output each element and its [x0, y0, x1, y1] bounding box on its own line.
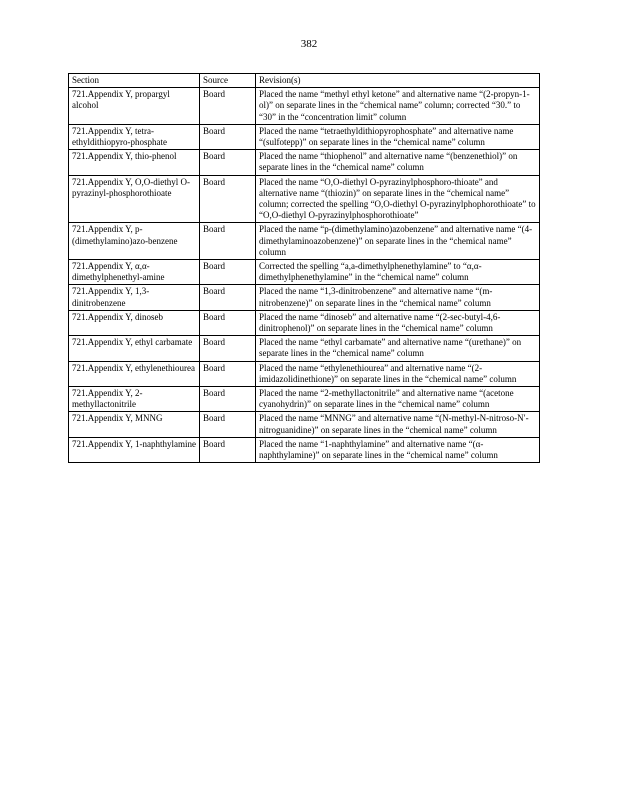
table-row: [69, 124, 540, 149]
table-row: [69, 387, 540, 412]
section-cell: 721.Appendix Y, dinoseb: [69, 310, 200, 335]
table-row: [69, 260, 540, 285]
table-row: [69, 150, 540, 175]
header-source: Source: [200, 74, 256, 88]
section-cell: 721.Appendix Y, MNNG: [69, 412, 200, 437]
source-cell: Board: [200, 310, 256, 335]
table-row: [69, 175, 540, 223]
revision-cell: Placed the name “ethylenethiourea” and alternative name “(2-imidazolidinethione)” on separate lines in the “chemical name” column: [256, 361, 540, 386]
section-cell: 721.Appendix Y, 1,3-dinitrobenzene: [69, 285, 200, 310]
source-cell: Board: [200, 387, 256, 412]
source-cell: Board: [200, 412, 256, 437]
page-number: 382: [300, 38, 318, 50]
revision-cell: Placed the name “1,3-dinitrobenzene” and alternative name “(m-nitrobenzene)” on separate lines in the “chemical name” column: [256, 285, 540, 310]
revision-cell: Placed the name “dinoseb” and alternative name “(2-sec-butyl-4,6-dinitrophenol)” on separate lines in the “chemical name” column: [256, 310, 540, 335]
section-cell: 721.Appendix Y, thio-phenol: [69, 150, 200, 175]
section-cell: 721.Appendix Y, α,α-dimethylphenethyl-amine: [69, 260, 200, 285]
source-cell: Board: [200, 437, 256, 462]
table-row: [69, 336, 540, 361]
source-cell: Board: [200, 260, 256, 285]
revision-cell: Placed the name “MNNG” and alternative name “(N-methyl-N-nitroso-N′-nitroguanidine)” on separate lines in the “chemical name” column: [256, 412, 540, 437]
revision-cell: Placed the name “methyl ethyl ketone” and alternative name “(2-propyn-1-ol)” on separate lines in the “chemical name” column; corrected “30.” to “30” in the “concentration limit” column: [256, 88, 540, 125]
table-header-row: [69, 74, 540, 88]
section-cell: 721.Appendix Y, ethyl carbamate: [69, 336, 200, 361]
table-row: [69, 310, 540, 335]
table-row: [69, 285, 540, 310]
section-cell: 721.Appendix Y, 2-methyllactonitrile: [69, 387, 200, 412]
revision-cell: Placed the name “O,O-diethyl O-pyrazinylphosphoro-thioate” and alternative name “(thiozin)” on separate lines in the “chemical name” column; corrected the spelling “O,O-diethyl O-pyrazinylphophorothioate” to “O,O-diethyl O-pyrazinylphosphorothioate”: [256, 175, 540, 223]
table-row: [69, 412, 540, 437]
revision-cell: Placed the name “ethyl carbamate” and alternative name “(urethane)” on separate lines in the “chemical name” column: [256, 336, 540, 361]
table-row: [69, 437, 540, 462]
table-row: [69, 361, 540, 386]
source-cell: Board: [200, 88, 256, 125]
section-cell: 721.Appendix Y, 1-naphthylamine: [69, 437, 200, 462]
section-cell: 721.Appendix Y, propargyl alcohol: [69, 88, 200, 125]
revisions-table: [68, 73, 540, 463]
source-cell: Board: [200, 336, 256, 361]
revision-cell: Placed the name “p-(dimethylamino)azobenzene” and alternative name “(4-dimethylaminoazobenzene)” on separate lines in the “chemical name” column: [256, 223, 540, 260]
revision-cell: Corrected the spelling “a,a-dimethylphenethylamine” to “α,α-dimethylphenethylamine” in the “chemical name” column: [256, 260, 540, 285]
section-cell: 721.Appendix Y, p-(dimethylamino)azo-benzene: [69, 223, 200, 260]
revision-cell: Placed the name “2-methyllactonitrile” and alternative name “(acetone cyanohydrin)” on separate lines in the “chemical name” column: [256, 387, 540, 412]
section-cell: 721.Appendix Y, tetra-ethyldithiopyro-phosphate: [69, 124, 200, 149]
source-cell: Board: [200, 124, 256, 149]
section-cell: 721.Appendix Y, ethylenethiourea: [69, 361, 200, 386]
table-row: [69, 88, 540, 125]
revision-cell: Placed the name “tetraethyldithiopyrophosphate” and alternative name “(sulfotepp)” on separate lines in the “chemical name” column: [256, 124, 540, 149]
source-cell: Board: [200, 223, 256, 260]
revision-cell: Placed the name “1-naphthylamine” and alternative name “(α-naphthylamine)” on separate lines in the “chemical name” column: [256, 437, 540, 462]
section-cell: 721.Appendix Y, O,O-diethyl O-pyrazinyl-phosphorothioate: [69, 175, 200, 223]
source-cell: Board: [200, 175, 256, 223]
table-row: [69, 223, 540, 260]
source-cell: Board: [200, 361, 256, 386]
source-cell: Board: [200, 285, 256, 310]
header-revisions: Revision(s): [256, 74, 540, 88]
header-section: Section: [69, 74, 200, 88]
revision-cell: Placed the name “thiophenol” and alternative name “(benzenethiol)” on separate lines in the “chemical name” column: [256, 150, 540, 175]
source-cell: Board: [200, 150, 256, 175]
